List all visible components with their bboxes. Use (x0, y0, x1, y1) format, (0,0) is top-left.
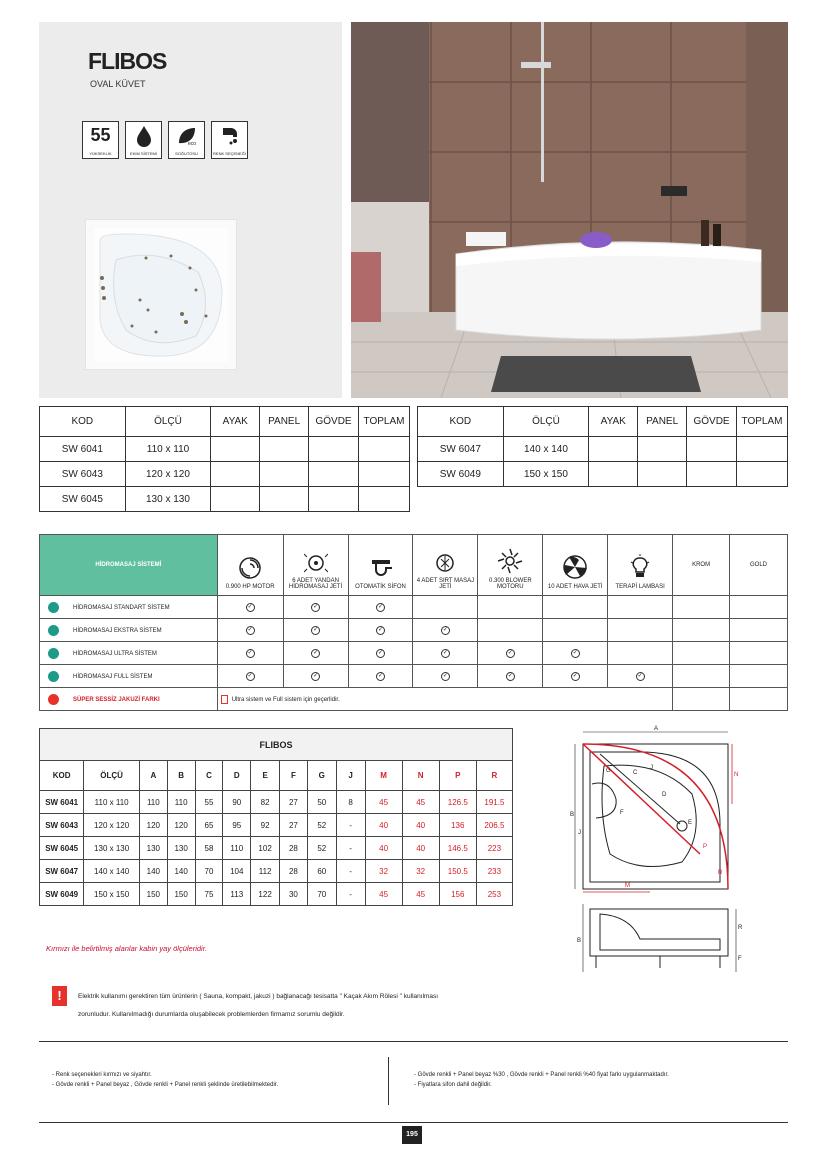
divider (39, 1122, 788, 1123)
hydromassage-table (39, 534, 788, 711)
table-cell: 52 (307, 837, 336, 860)
col-header: ÖLÇÜ (503, 407, 589, 437)
table-cell: 122 (251, 883, 280, 906)
table-row: SW 6045 130 x 130 (40, 487, 410, 512)
table-cell: 130 (167, 837, 195, 860)
table-cell: 30 (280, 883, 308, 906)
hydro-col-gold: GOLD (730, 535, 788, 596)
therapy-lamp-icon (629, 554, 651, 580)
table-cell: 8 (336, 791, 365, 814)
hydro-col-krom: KROM (673, 535, 730, 596)
table-cell: 140 (167, 860, 195, 883)
table-row (40, 860, 513, 883)
table-cell: 156 (439, 883, 476, 906)
dim-label-p: P (703, 844, 708, 850)
dim-col-header: J (336, 761, 365, 791)
hydro-col: 10 ADET HAVA JETİ (543, 535, 608, 596)
table-cell: 206.5 (476, 814, 512, 837)
table-row: SW 6047 140 x 140 (418, 437, 788, 462)
table-row: SW 6049 150 x 150 (418, 462, 788, 487)
table-cell: 55 (195, 791, 223, 814)
table-cell: 150 (167, 883, 195, 906)
check-icon: ✓ (572, 649, 578, 656)
table-cell: 110 (139, 791, 167, 814)
bathroom-photo (351, 22, 788, 398)
table-row (40, 837, 513, 860)
col-header: PANEL (638, 407, 687, 437)
red-dot-icon (48, 694, 59, 705)
dim-col-header: ÖLÇÜ (84, 761, 140, 791)
table-cell: 120 (139, 814, 167, 837)
table-cell: - (336, 814, 365, 837)
alert-icon (221, 695, 228, 704)
table-cell: 146.5 (439, 837, 476, 860)
check-icon: ✓ (377, 649, 384, 656)
feature-height: 55 YÜKSEKLİK (82, 121, 119, 159)
col-header: TOPLAM (737, 407, 788, 437)
check-icon: ✓ (247, 649, 253, 656)
col-header: TOPLAM (359, 407, 410, 437)
table-cell: 40 (365, 814, 402, 837)
table-cell: 52 (307, 814, 336, 837)
table-cell: SW 6049 (40, 883, 84, 906)
table-cell: 40 (402, 837, 439, 860)
table-cell: SW 6045 (40, 837, 84, 860)
check-icon: ✓ (377, 626, 384, 633)
check-icon: ✓ (572, 672, 578, 679)
table-row (40, 814, 513, 837)
hydro-row: HİDROMASAJ EKSTRA SİSTEM ✓ ✓ ✓ ✓ (40, 619, 788, 642)
dim-col-header: N (402, 761, 439, 791)
table-cell: 120 (167, 814, 195, 837)
divider (39, 1041, 788, 1042)
check-icon: ✓ (637, 672, 643, 679)
number-55-icon: 55 (90, 125, 111, 145)
check-icon: ✓ (313, 649, 319, 656)
red-arc-note: Kırmızı ile belirtilmiş alanlar kabin yay ölçüleridir. (46, 944, 208, 953)
table-cell: 45 (365, 791, 402, 814)
table-cell: 58 (195, 837, 223, 860)
dim-col-header: E (251, 761, 280, 791)
col-header: PANEL (260, 407, 309, 437)
page-number: 195 (402, 1126, 422, 1144)
teal-dot-icon (48, 602, 59, 613)
dim-label-b: B (570, 812, 575, 818)
dim-label-c: C (633, 770, 638, 776)
hydro-title: HİDROMASAJ SİSTEMİ (40, 535, 218, 596)
hydro-col: OTOMATİK SİFON (348, 535, 413, 596)
table-cell: 82 (251, 791, 280, 814)
table-cell: 233 (476, 860, 512, 883)
price-table-right (417, 406, 788, 487)
exclamation-icon: ! (52, 986, 67, 1006)
table-cell: SW 6043 (40, 814, 84, 837)
table-cell: 130 x 130 (84, 837, 140, 860)
dimension-table (39, 728, 513, 906)
table-cell: 90 (223, 791, 251, 814)
hydro-col: 4 ADET SIRT MASAJ JETİ (413, 535, 478, 596)
dim-col-header: G (307, 761, 336, 791)
check-icon: ✓ (507, 672, 513, 679)
table-cell: 150.5 (439, 860, 476, 883)
eco-leaf-icon (176, 125, 198, 147)
teal-dot-icon (48, 648, 59, 659)
blower-icon (497, 548, 523, 574)
table-cell: 32 (365, 860, 402, 883)
dim-col-header: D (223, 761, 251, 791)
dim-label-j2: J (578, 830, 581, 836)
footnote-right: - Gövde renkli + Panel beyaz %30 , Gövde renkli + Panel renkli %40 fiyat farkı uygulanmaktadır. - Fiyatlara sifon dahil değildir. (414, 1072, 669, 1088)
table-cell: 130 (139, 837, 167, 860)
side-label-r: R (738, 925, 743, 931)
dim-label-r: R (718, 870, 723, 876)
feature-icons (82, 121, 248, 159)
col-header: AYAK (211, 407, 260, 437)
table-cell: 191.5 (476, 791, 512, 814)
dim-label-g: G (606, 768, 611, 774)
side-label-b: B (577, 938, 582, 944)
dim-col-header: C (195, 761, 223, 791)
check-icon: ✓ (313, 626, 319, 633)
dimension-table-header (40, 761, 513, 791)
dim-col-header: R (476, 761, 512, 791)
side-jet-icon (304, 552, 328, 574)
table-cell: 75 (195, 883, 223, 906)
check-icon: ✓ (377, 603, 384, 610)
table-cell: 27 (280, 791, 308, 814)
col-header: KOD (40, 407, 126, 437)
check-icon: ✓ (247, 603, 253, 610)
col-header: GÖVDE (309, 407, 359, 437)
table-cell: - (336, 860, 365, 883)
table-cell: 110 (223, 837, 251, 860)
col-header: ÖLÇÜ (125, 407, 211, 437)
table-cell: 223 (476, 837, 512, 860)
teal-dot-icon (48, 671, 59, 682)
table-cell: 253 (476, 883, 512, 906)
dim-label-a: A (654, 726, 659, 732)
bathtub-top-view-image (85, 219, 237, 370)
table-cell: 27 (280, 814, 308, 837)
dimension-table-title: FLIBOS (40, 729, 513, 761)
table-cell: 112 (251, 860, 280, 883)
dim-col-header: F (280, 761, 308, 791)
table-cell: 95 (223, 814, 251, 837)
teal-dot-icon (48, 625, 59, 636)
dim-label-e: E (688, 820, 693, 826)
table-cell: 104 (223, 860, 251, 883)
table-cell: 28 (280, 837, 308, 860)
feature-drop: EKİM SİSTEMİ (125, 121, 162, 159)
table-row: SW 6041 110 x 110 (40, 437, 410, 462)
dim-col-header: A (139, 761, 167, 791)
table-cell: 45 (402, 791, 439, 814)
col-header: AYAK (589, 407, 638, 437)
hydro-row: HİDROMASAJ STANDART SİSTEM ✓ ✓ ✓ (40, 596, 788, 619)
dim-col-header: B (167, 761, 195, 791)
table-cell: 50 (307, 791, 336, 814)
table-cell: 113 (223, 883, 251, 906)
table-cell: 32 (402, 860, 439, 883)
back-jet-icon (434, 552, 456, 574)
table-cell: 140 x 140 (84, 860, 140, 883)
table-cell: 70 (195, 860, 223, 883)
dim-col-header: P (439, 761, 476, 791)
table-row (40, 883, 513, 906)
tap-icon (219, 125, 241, 147)
hydro-col: TERAPİ LAMBASI (608, 535, 673, 596)
siphon-icon (368, 558, 394, 580)
table-cell: 45 (365, 883, 402, 906)
table-cell: 136 (439, 814, 476, 837)
dim-col-header: M (365, 761, 402, 791)
table-cell: 102 (251, 837, 280, 860)
table-cell: SW 6047 (40, 860, 84, 883)
check-icon: ✓ (507, 649, 513, 656)
feature-eco: eco SOĞUTOSU (168, 121, 205, 159)
table-cell: 45 (402, 883, 439, 906)
table-cell: - (336, 837, 365, 860)
table-cell: 110 (167, 791, 195, 814)
col-header: GÖVDE (687, 407, 737, 437)
hydro-col: 0.300 BLOWER MOTORU (478, 535, 543, 596)
dim-label-m: M (625, 883, 630, 889)
table-cell: 60 (307, 860, 336, 883)
check-icon: ✓ (313, 603, 319, 610)
table-cell: SW 6041 (40, 791, 84, 814)
drop-icon (134, 125, 154, 147)
side-label-f: F (738, 956, 742, 962)
hydro-col: 6 ADET YANDAN HİDROMASAJ JETİ (283, 535, 348, 596)
check-icon: ✓ (247, 672, 253, 679)
table-cell: 120 x 120 (84, 814, 140, 837)
dim-label-j: J (650, 765, 653, 771)
check-icon: ✓ (247, 626, 253, 633)
footnote-left: - Renk seçenekleri kırmızı ve siyahtır. - Gövde renkli + Panel beyaz , Gövde renkli + Panel renkli şeklinde üretilebilmektedir. (52, 1072, 279, 1088)
table-cell: 140 (139, 860, 167, 883)
table-cell: - (336, 883, 365, 906)
hydro-row: HİDROMASAJ ULTRA SİSTEM ✓ ✓ ✓ ✓ ✓ ✓ (40, 642, 788, 665)
table-cell: 65 (195, 814, 223, 837)
product-title: FLIBOS (88, 48, 167, 74)
col-header: KOD (418, 407, 504, 437)
feature-color: RENK SEÇENEĞİ (211, 121, 248, 159)
technical-drawing (570, 724, 745, 974)
table-cell: 150 x 150 (84, 883, 140, 906)
check-icon: ✓ (377, 672, 384, 679)
table-cell: 150 (139, 883, 167, 906)
table-cell: 28 (280, 860, 308, 883)
dim-label-f: F (620, 810, 624, 816)
table-cell: 70 (307, 883, 336, 906)
hydro-row-silent: SÜPER SESSİZ JAKUZİ FARKI Ultra sistem ve Full sistem için geçerlidir. (40, 688, 788, 711)
hydro-row: HİDROMASAJ FULL SİSTEM ✓ ✓ ✓ ✓ ✓ ✓ ✓ (40, 665, 788, 688)
check-icon: ✓ (442, 649, 448, 656)
table-row (40, 791, 513, 814)
check-icon: ✓ (313, 672, 319, 679)
hydro-col: 0.900 HP MOTOR (217, 535, 283, 596)
motor-icon (238, 556, 262, 580)
price-table-left (39, 406, 410, 512)
dim-label-d: D (662, 792, 667, 798)
table-cell: 110 x 110 (84, 791, 140, 814)
check-icon: ✓ (442, 626, 448, 633)
divider-vertical (388, 1057, 389, 1105)
table-cell: 126.5 (439, 791, 476, 814)
svg-text:eco: eco (187, 141, 196, 147)
table-cell: 40 (365, 837, 402, 860)
electrical-warning: Elektrik kullanımı gerektiren tüm ürünlerin ( Sauna, kompakt, jakuzi ) bağlanacağı tesisatta " Kaçak Akım Rölesi " kullanılması zorunludur. Kullanılmadığı durumlarda oluşabilecek problemlerden firmamız sorumlu değildir. (78, 993, 439, 1018)
air-jet-icon (560, 554, 590, 580)
product-subtitle: OVAL KÜVET (90, 79, 146, 89)
table-cell: 92 (251, 814, 280, 837)
table-cell: 40 (402, 814, 439, 837)
dim-col-header: KOD (40, 761, 84, 791)
table-row: SW 6043 120 x 120 (40, 462, 410, 487)
dim-label-n: N (734, 772, 739, 778)
check-icon: ✓ (442, 672, 448, 679)
